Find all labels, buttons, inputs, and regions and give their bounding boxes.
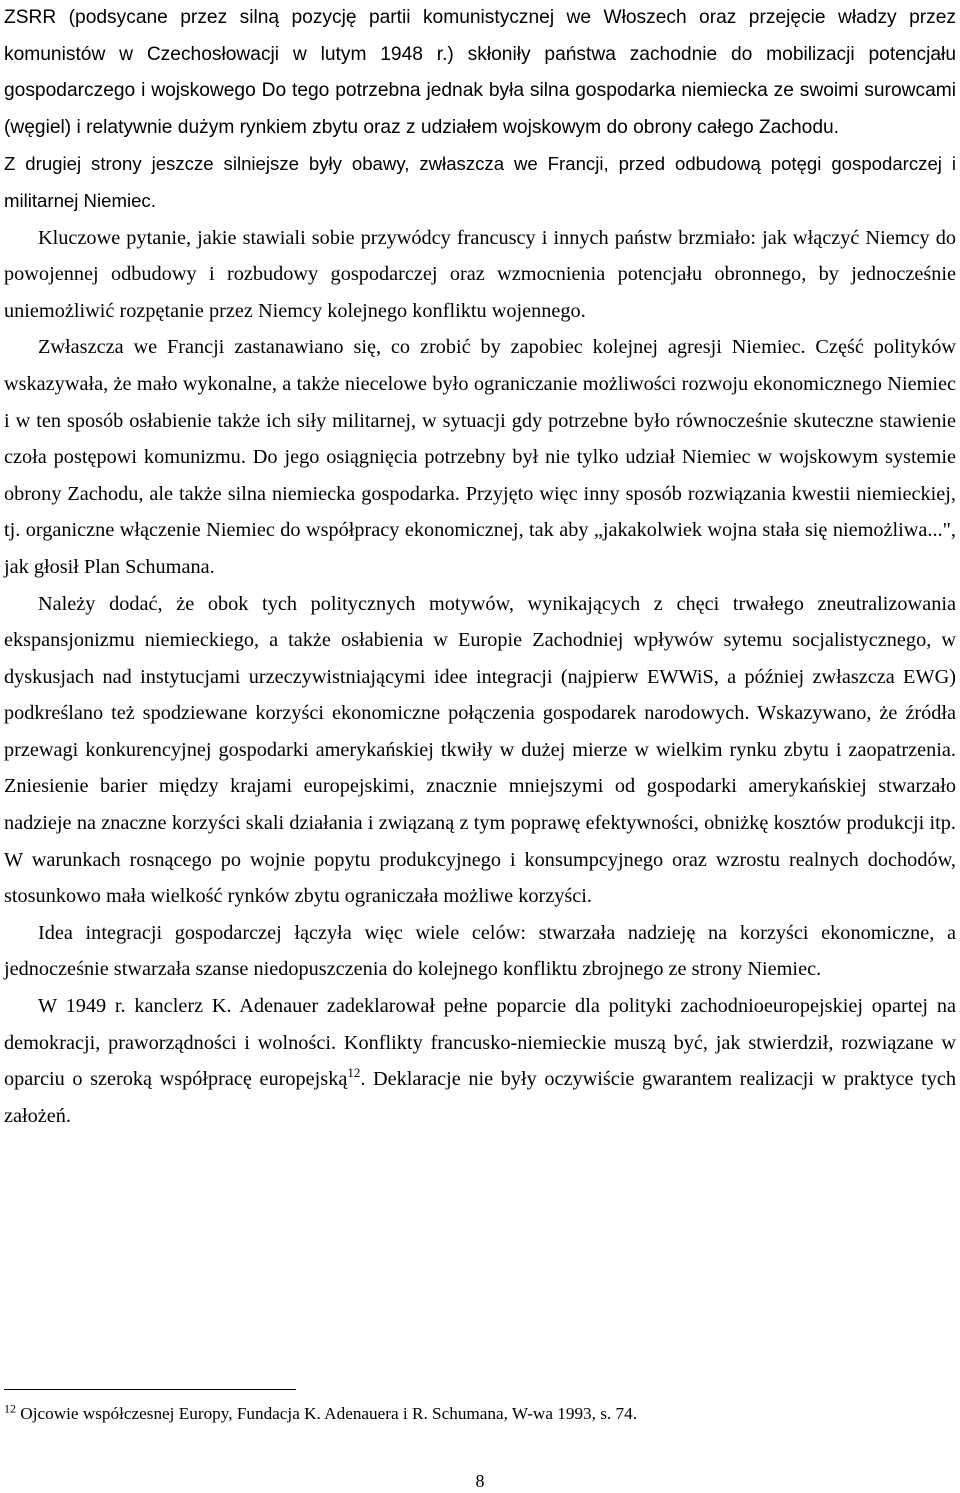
paragraph-4: Zwłaszcza we Francji zastanawiano się, co zrobić by zapobiec kolejnej agresji Niemiec. Część polityków wskazywała, że mało wykonalne, a także niecelowe było ograniczanie możliwości rozwoju ekonomicznego Niemiec i w ten sposób osłabienie także ich siły militarnej, w sytuacji gdy potrzebne było równocześnie skuteczne stawienie czoła postępowi komunizmu. Do jego osiągnięcia potrzebny był nie tylko udział Niemiec w wojskowym systemie obrony Zachodu, ale także silna niemiecka gospodarka. Przyjęto więc inny sposób rozwiązania kwestii niemieckiej, tj. organiczne włączenie Niemiec do współpracy ekonomicznej, tak aby „jakakolwiek wojna stała się niemożliwa...", jak głosił Plan Schumana. [4,336,956,578]
footnote-text: Ojcowie współczesnej Europy, Fundacja K. Adenauera i R. Schumana, W-wa 1993, s. 74. [16,1404,637,1423]
footnote [4,1397,954,1431]
paragraph-6: Idea integracji gospodarczej łączyła więc wiele celów: stwarzała nadzieję na korzyści ekonomiczne, a jednocześnie stwarzała szanse niedopuszczenia do kolejnego konfliktu zbrojnego ze strony Niemiec. [4,921,956,981]
paragraph-5: Należy dodać, że obok tych politycznych motywów, wynikających z chęci trwałego zneutralizowania ekspansjonizmu niemieckiego, a także osłabienia w Europie Zachodniej wpływów sytemu socjalistycznego, w dyskusjach nad instytucjami urzeczywistniającymi idee integracji (najpierw EWWiS, a później zwłaszcza EWG) podkreślano też spodziewane korzyści ekonomiczne połączenia gospodarek narodowych. Wskazywano, że źródła przewagi konkurencyjnej gospodarki amerykańskiej tkwiły w dużej mierze w wielkim rynku zbytu i zaopatrzenia. Zniesienie barier między krajami europejskimi, znacznie mniejszymi od gospodarki amerykańskiej stwarzało nadzieje na znaczne korzyści skali działania i związaną z tym poprawę efektywności, obniżkę kosztów produkcji itp. W warunkach rosnącego po wojnie popytu produkcyjnego i konsumpcyjnego oraz wzrostu realnych dochodów, stosunkowo mała wielkość rynków zbytu ograniczała możliwe korzyści. [4,592,956,908]
document-page [4,0,956,1134]
paragraph-1: ZSRR (podsycane przez silną pozycję partii komunistycznej we Włoszech oraz przejęcie władzy przez komunistów w Czechosłowacji w lutym 1948 r.) skłoniły państwa zachodnie do mobilizacji potencjału gospodarczego i wojskowego Do tego potrzebna jednak była silna gospodarka niemiecka ze swoimi surowcami (węgiel) i relatywnie dużym rynkiem zbytu oraz z udziałem wojskowym do obrony całego Zachodu. [4,7,956,138]
paragraph-7-text: W 1949 r. kanclerz K. Adenauer zadeklarował pełne poparcie dla polityki zachodnioeuropejskiej opartej na demokracji, praworządności i wolności. Konflikty francusko-niemieckie muszą być, jak stwierdził, rozwiązane w oparciu o szeroką współpracę europejską [4,995,956,1091]
footnote-number: 12 [4,1401,16,1416]
paragraph-2: Z drugiej strony jeszcze silniejsze były obawy, zwłaszcza we Francji, przed odbudową potęgi gospodarczej i militarnej Niemiec. [4,153,956,211]
paragraph-3: Kluczowe pytanie, jakie stawiali sobie przywódcy francuscy i innych państw brzmiało: jak włączyć Niemcy do powojennej odbudowy i rozbudowy gospodarczej oraz wzmocnienia potencjału obronnego, by jednocześnie uniemożliwić rozpętanie przez Niemcy kolejnego konfliktu wojennego. [4,226,956,322]
paragraph-7 [4,988,956,1134]
paragraph-7-text-end: . Deklaracje nie były oczywiście gwarantem realizacji w praktyce tych założeń. [4,1068,957,1127]
page-number: 8 [475,1471,485,1491]
footnote-reference[interactable]: 12 [347,1065,361,1081]
footnote-separator [4,1389,296,1390]
